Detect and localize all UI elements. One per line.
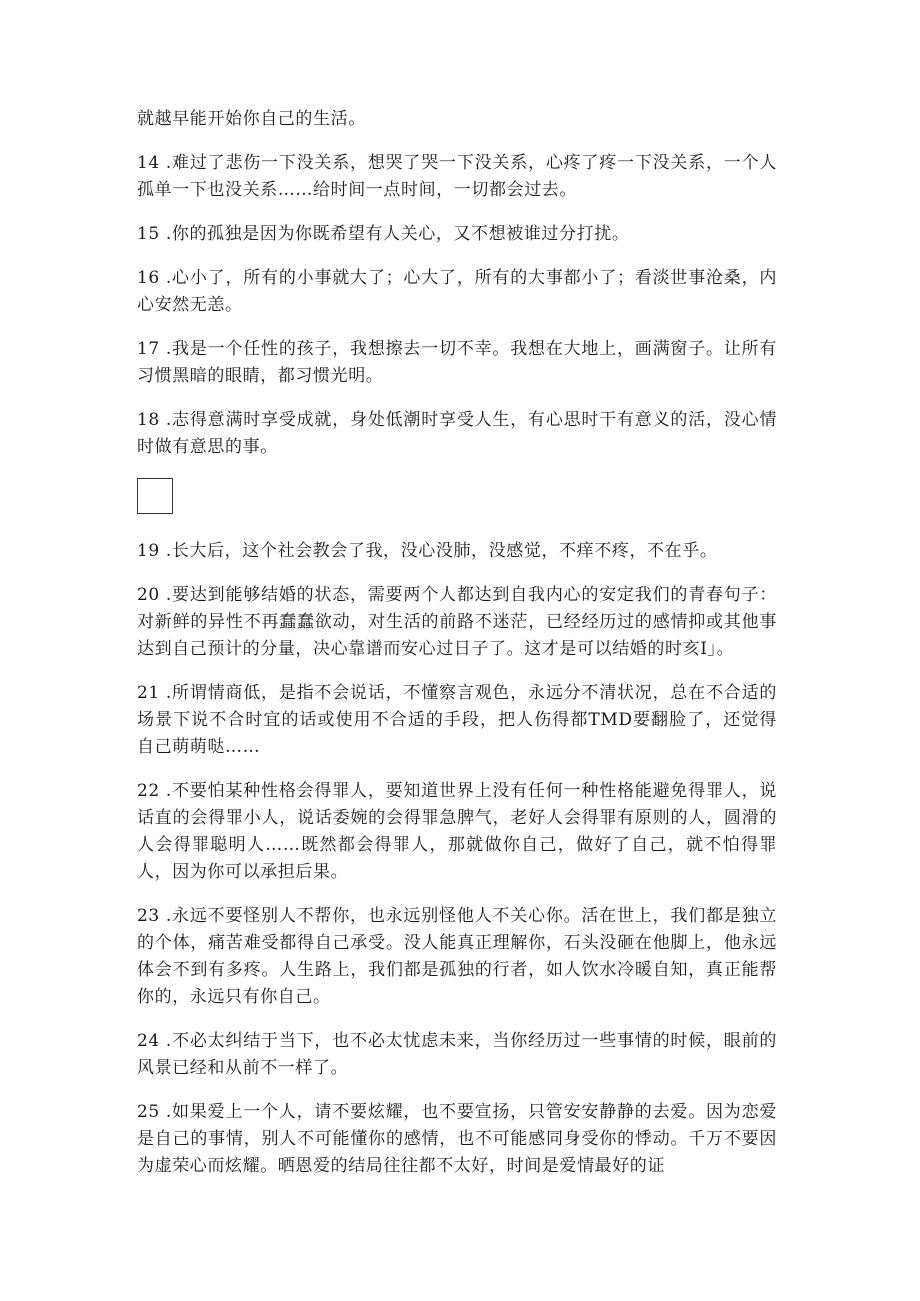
item-number: 19 bbox=[137, 541, 160, 561]
item-text: .不必太纠结于当下，也不必太忧虑未来，当你经历过一些事情的时候，眼前的风景已经和从前不一样了。 bbox=[137, 1031, 777, 1078]
item-number: 14 bbox=[137, 153, 160, 173]
item-text: .如果爱上一个人，请不要炫耀，也不要宣扬，只管安安静静的去爱。因为恋爱是自己的事情，别人不可能懂你的感情，也不可能感同身受你的悸动。千万不要因为虚荣心而炫耀。晒恩爱的结局往往都不太好，时间是爱情最好的证 bbox=[137, 1102, 777, 1176]
item-text: .所谓情商低，是指不会说话，不懂察言观色，永远分不清状况，总在不合适的场景下说不合时宜的话或使用不合适的手段，把人伤得都TMD要翻脸了，还觉得自己萌萌哒…… bbox=[137, 683, 777, 757]
item-text: .不要怕某种性格会得罪人，要知道世界上没有任何一种性格能避免得罪人，说话直的会得罪小人，说话委婉的会得罪急脾气，老好人会得罪有原则的人，圆滑的人会得罪聪明人……既然都会得罪人，那就做你自己，做好了自己，就不怕得罪人，因为你可以承担后果。 bbox=[137, 781, 777, 882]
list-item bbox=[137, 680, 777, 761]
item-text: .难过了悲伤一下没关系，想哭了哭一下没关系，心疼了疼一下没关系，一个人孤单一下也没关系……给时间一点时间，一切都会过去。 bbox=[137, 153, 777, 200]
item-text: .心小了，所有的小事就大了；心大了，所有的大事都小了；看淡世事沧桑，内心安然无恙。 bbox=[137, 268, 777, 315]
item-text: .你的孤独是因为你既希望有人关心，又不想被谁过分打扰。 bbox=[165, 224, 630, 244]
list-item bbox=[137, 265, 777, 319]
item-number: 22 bbox=[137, 781, 160, 801]
item-text: .长大后，这个社会教会了我，没心没肺，没感觉，不痒不疼，不在乎。 bbox=[165, 541, 718, 561]
checkbox[interactable] bbox=[137, 478, 173, 514]
paragraph-list-bottom bbox=[137, 538, 777, 1180]
list-item bbox=[137, 150, 777, 204]
item-number: 17 bbox=[137, 339, 160, 359]
item-number: 20 bbox=[137, 585, 160, 605]
item-number: 25 bbox=[137, 1102, 160, 1122]
item-number: 23 bbox=[137, 906, 160, 926]
document-body bbox=[137, 106, 777, 1197]
paragraph-list-top bbox=[137, 106, 777, 461]
list-item bbox=[137, 221, 777, 248]
list-item bbox=[137, 407, 777, 461]
list-item bbox=[137, 582, 777, 663]
item-text: .我是一个任性的孩子，我想擦去一切不幸。我想在大地上，画满窗子。让所有习惯黑暗的眼睛，都习惯光明。 bbox=[137, 339, 777, 386]
item-text: .永远不要怪别人不帮你，也永远别怪他人不关心你。活在世上，我们都是独立的个体，痛苦难受都得自己承受。没人能真正理解你，石头没砸在他脚上，他永远体会不到有多疼。人生路上，我们都是孤独的行者，如人饮水冷暖自知，真正能帮你的，永远只有你自己。 bbox=[137, 906, 777, 1007]
list-item bbox=[137, 903, 777, 1011]
item-number: 16 bbox=[137, 268, 160, 288]
list-item bbox=[137, 1028, 777, 1082]
list-item bbox=[137, 336, 777, 390]
list-item bbox=[137, 1099, 777, 1180]
item-number: 18 bbox=[137, 410, 160, 430]
list-item bbox=[137, 778, 777, 886]
list-item bbox=[137, 538, 777, 565]
item-number: 24 bbox=[137, 1031, 160, 1051]
list-item bbox=[137, 106, 777, 133]
item-text: .要达到能够结婚的状态，需要两个人都达到自我内心的安定我们的青春句子：对新鲜的异性不再蠢蠢欲动，对生活的前路不迷茫，已经经历过的感情抑或其他事达到自己预计的分量，决心靠谱而安心过日子了。这才是可以结婚的时亥I」。 bbox=[137, 585, 777, 659]
item-number: 21 bbox=[137, 683, 160, 703]
item-text: 就越早能开始你自己的生活。 bbox=[137, 109, 366, 129]
item-text: .志得意满时享受成就，身处低潮时享受人生，有心思时干有意义的活，没心情时做有意思的事。 bbox=[137, 410, 777, 457]
item-number: 15 bbox=[137, 224, 160, 244]
